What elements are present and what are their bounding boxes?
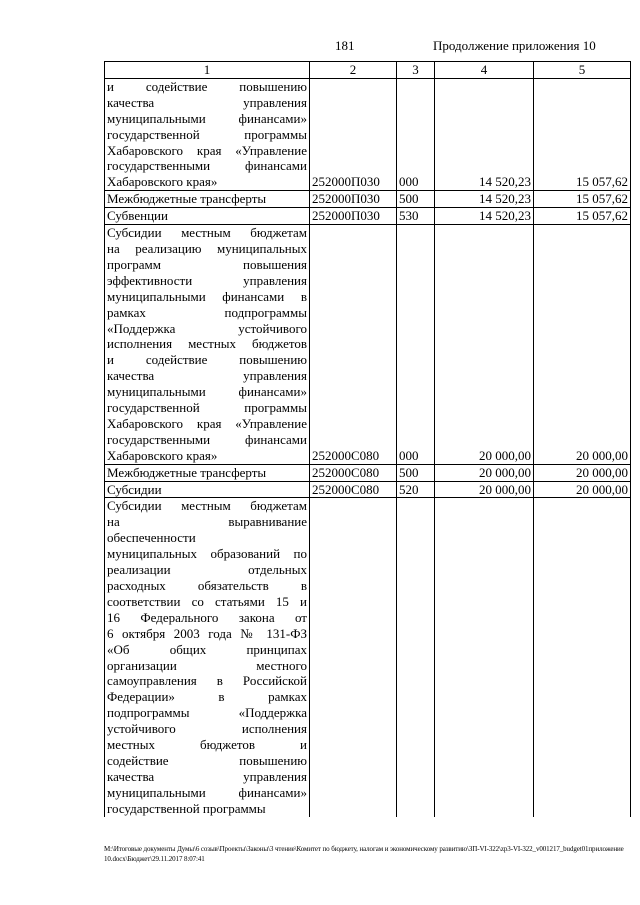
expense-name-line: муниципальными финансами»	[107, 784, 307, 800]
expense-name-line: на реализацию муниципальных	[107, 240, 307, 256]
expense-name-line: Хабаровского края»	[107, 174, 218, 190]
amount-year2-cell	[534, 498, 631, 817]
footer-file-path: M:\Итоговые документы Думы\6 созыв\Проекты\Законы\3 чтение\Комитет по бюджету, налогам и экономическому развитию\ЗП-VI-322\zp3-VI-322_v001217_budget01приложение 10.docx\Бюджет\29.11.2017 8:07:41	[104, 845, 624, 863]
column-header-1: 1	[105, 62, 310, 79]
column-header-5: 5	[534, 62, 631, 79]
expense-name-line: организации местного	[107, 657, 307, 673]
expense-name-line: Хабаровского края «Управление	[107, 415, 307, 431]
expense-name-line: Хабаровского края»	[107, 447, 218, 463]
expense-name-line: муниципальных образований по	[107, 546, 307, 562]
expense-name-line: государственной программы	[107, 400, 307, 416]
table-row	[105, 78, 631, 190]
amount-year2-cell: 15 057,62	[534, 191, 631, 208]
expense-name-line: и содействие повышению	[107, 352, 307, 368]
expense-name-cell	[105, 498, 310, 817]
expense-type-cell: 000	[397, 78, 435, 190]
expense-name-line: государственной программы	[107, 800, 266, 816]
expense-name-line: местных бюджетов и	[107, 737, 307, 753]
amount-year2-cell: 15 057,62	[534, 208, 631, 225]
expense-name-line: исполнения местных бюджетов	[107, 336, 307, 352]
expense-name-line: и содействие повышению	[107, 78, 307, 94]
expense-type-cell: 530	[397, 208, 435, 225]
continuation-label: Продолжение приложения 10	[433, 38, 596, 53]
expense-name-line: Федерации» в рамках	[107, 689, 307, 705]
page-number: 181	[335, 38, 355, 53]
amount-year1-cell	[435, 498, 534, 817]
budget-table	[104, 61, 631, 817]
table-header-row	[105, 62, 631, 79]
expense-name-cell	[105, 464, 310, 481]
table-row	[105, 208, 631, 225]
target-article-cell: 252000П030	[310, 191, 397, 208]
target-article-cell: 252000С080	[310, 464, 397, 481]
expense-name-line: «Поддержка устойчивого	[107, 320, 307, 336]
amount-year1-cell: 14 520,23	[435, 78, 534, 190]
expense-name-line: государственными финансами	[107, 158, 307, 174]
expense-name-line: муниципальными финансами»	[107, 384, 307, 400]
column-header-2: 2	[310, 62, 397, 79]
expense-name-line: муниципальными финансами в	[107, 288, 307, 304]
expense-name-cell	[105, 208, 310, 225]
expense-name-line: расходных обязательств в	[107, 578, 307, 593]
expense-type-cell: 500	[397, 464, 435, 481]
expense-type-cell: 000	[397, 225, 435, 465]
amount-year1-cell: 14 520,23	[435, 208, 534, 225]
amount-year2-cell: 20 000,00	[534, 481, 631, 498]
expense-name-line: обеспеченности	[107, 530, 196, 546]
target-article-cell: 252000С080	[310, 481, 397, 498]
table-row	[105, 498, 631, 817]
amount-year1-cell: 20 000,00	[435, 481, 534, 498]
table-body	[105, 78, 631, 816]
expense-name-line: рамках подпрограммы	[107, 304, 307, 320]
expense-name-line: «Об общих принципах	[107, 641, 307, 657]
expense-name-line: муниципальными финансами»	[107, 110, 307, 126]
target-article-cell	[310, 498, 397, 817]
expense-name-line: государственными финансами	[107, 431, 307, 447]
target-article-cell: 252000С080	[310, 225, 397, 465]
expense-name-line: подпрограммы «Поддержка	[107, 705, 307, 721]
expense-name-line: устойчивого исполнения	[107, 721, 307, 737]
expense-name-line: 16 Федерального закона от	[107, 609, 307, 625]
table-row	[105, 464, 631, 481]
table-row	[105, 481, 631, 498]
expense-type-cell: 520	[397, 481, 435, 498]
expense-name-line: Хабаровского края «Управление	[107, 142, 307, 158]
amount-year2-cell: 20 000,00	[534, 464, 631, 481]
expense-type-cell: 500	[397, 191, 435, 208]
amount-year1-cell: 20 000,00	[435, 225, 534, 465]
expense-name-cell	[105, 225, 310, 465]
expense-name-line: соответствии со статьями 15 и	[107, 593, 307, 609]
expense-name-line: Межбюджетные трансферты	[107, 191, 267, 207]
expense-name-line: Субсидии	[107, 481, 162, 497]
expense-name-line: содействие повышению	[107, 752, 307, 768]
expense-name-line: Субвенции	[107, 208, 168, 224]
amount-year2-cell: 15 057,62	[534, 78, 631, 190]
expense-name-line: качества управления	[107, 768, 307, 784]
expense-name-line: 6 октября 2003 года № 131-ФЗ	[107, 625, 307, 641]
expense-name-cell	[105, 78, 310, 190]
table-row	[105, 225, 631, 465]
target-article-cell: 252000П030	[310, 78, 397, 190]
column-header-3: 3	[397, 62, 435, 79]
table-row	[105, 191, 631, 208]
column-header-4: 4	[435, 62, 534, 79]
expense-name-line: Межбюджетные трансферты	[107, 464, 267, 480]
expense-name-line: государственной программы	[107, 126, 307, 142]
amount-year2-cell: 20 000,00	[534, 225, 631, 465]
target-article-cell: 252000П030	[310, 208, 397, 225]
expense-name-line: программ повышения	[107, 256, 307, 272]
expense-name-line: эффективности управления	[107, 272, 307, 288]
expense-name-line: Субсидии местным бюджетам	[107, 225, 307, 241]
expense-name-line: на выравнивание	[107, 514, 307, 530]
expense-name-line: качества управления	[107, 94, 307, 110]
expense-name-cell	[105, 191, 310, 208]
amount-year1-cell: 20 000,00	[435, 464, 534, 481]
amount-year1-cell: 14 520,23	[435, 191, 534, 208]
expense-name-line: самоуправления в Российской	[107, 673, 307, 689]
expense-name-line: реализации отдельных	[107, 562, 307, 578]
expense-name-line: качества управления	[107, 368, 307, 384]
expense-name-line: Субсидии местным бюджетам	[107, 498, 307, 514]
expense-type-cell	[397, 498, 435, 817]
expense-name-cell	[105, 481, 310, 498]
